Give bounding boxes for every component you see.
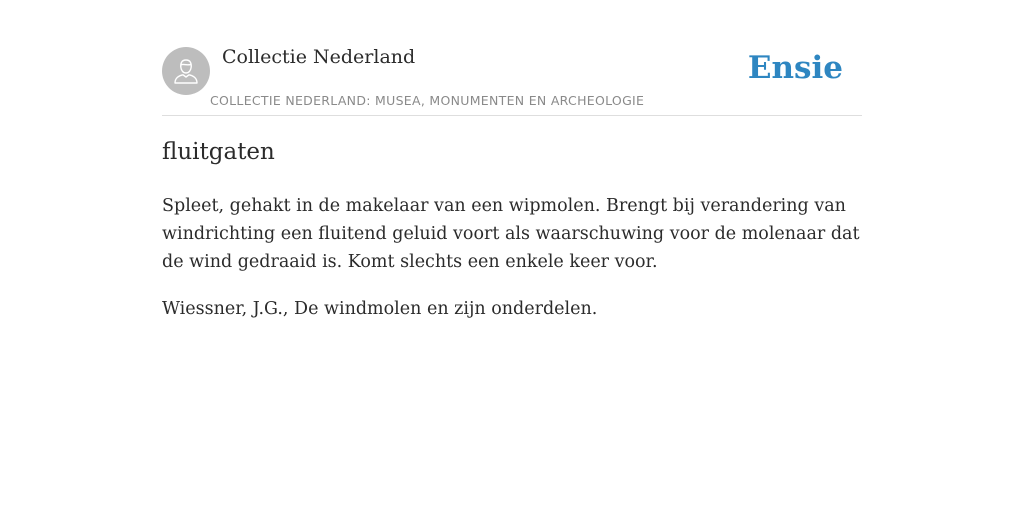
header: [162, 0, 862, 116]
author-subtitle[interactable]: COLLECTIE NEDERLAND: MUSEA, MONUMENTEN EN ARCHEOLOGIE: [210, 93, 645, 108]
author-name-link[interactable]: Collectie Nederland: [222, 46, 416, 68]
ensie-logo[interactable]: Ensie: [747, 50, 843, 86]
entry-term: fluitgaten: [162, 139, 275, 165]
user-placeholder-icon: [171, 56, 201, 86]
entry-source: Wiessner, J.G., De windmolen en zijn onderdelen.: [162, 299, 598, 319]
page-container: [162, 0, 862, 319]
avatar[interactable]: [162, 47, 210, 95]
entry-definition: Spleet, gehakt in de makelaar van een wipmolen. Brengt bij verandering van windrichting een fluitend geluid voort als waarschuwing voor de molenaar dat de wind gedraaid is. Komt slechts een enkele keer voor.: [162, 196, 860, 272]
